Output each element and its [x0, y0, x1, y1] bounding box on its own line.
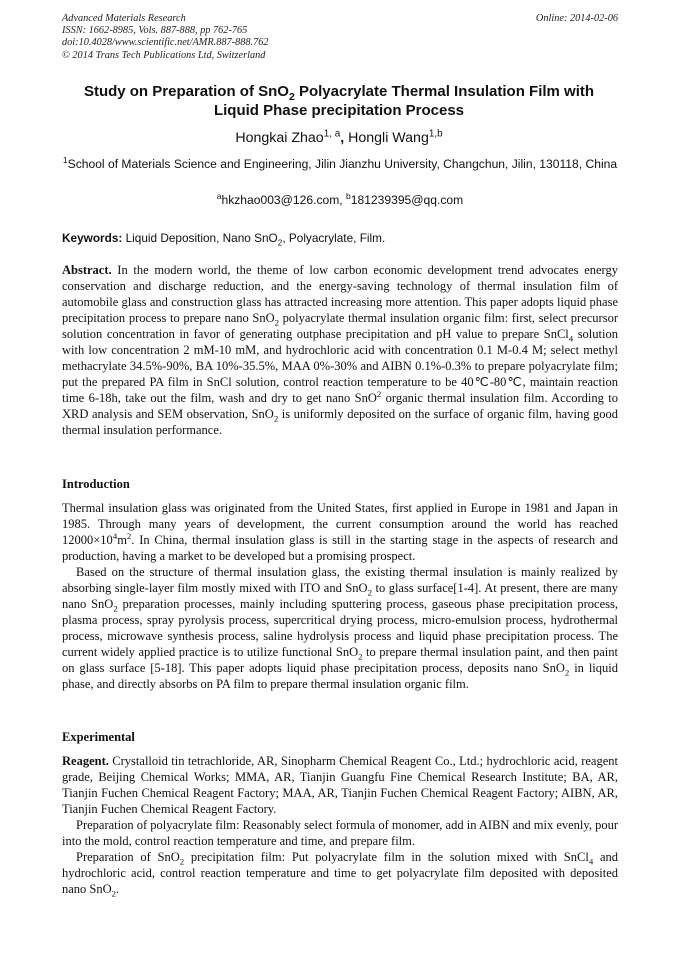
email-b-mark: b: [346, 190, 351, 201]
intro-p1-text-1: Thermal insulation glass was originated from the United States, first applied in Europe in 1981 and Japan in 1985. Through many years of development, the current consumption around the world has reached 12000×10: [62, 501, 618, 547]
author-list: [40, 130, 638, 147]
precipitation-paragraph: [62, 849, 618, 897]
author-separator: ,: [340, 130, 349, 146]
intro-p2-text-2: to glass surface[1-4]. At present, there are many nano SnO: [62, 581, 619, 611]
abstract-sub-4: 2: [273, 413, 279, 424]
affiliation-mark: 1: [62, 154, 68, 165]
intro-paragraph-1: [62, 500, 618, 564]
keywords-subscript: 2: [277, 238, 283, 248]
journal-name: Advanced Materials Research: [62, 13, 186, 24]
exp-p3-text-4: .: [116, 882, 120, 896]
title-text-2: Polyacrylate Thermal Insulation Film with: [294, 83, 595, 100]
intro-p1-sup-1: 4: [112, 530, 118, 541]
email-b: 181239395@qq.com: [350, 193, 464, 207]
exp-p3-text-2: precipitation film: Put polyacrylate film in the solution mixed with SnCl: [184, 850, 589, 864]
intro-p2-text-5: in liquid phase, and directly absorbs on PA film to prepare thermal insulation organic film.: [62, 661, 618, 691]
author-1-affil-mark: 1, a: [323, 128, 341, 140]
abstract-label: Abstract.: [62, 263, 112, 277]
intro-p1-text-3: . In China, thermal insulation glass is still in the starting stage in the aspects of research and production, having a market to be developed but a promising prospect.: [62, 533, 618, 563]
abstract: [62, 262, 618, 438]
title-text-1: Study on Preparation of SnO: [83, 83, 289, 100]
email-a-mark: a: [216, 190, 222, 201]
doi-line: doi:10.4028/www.scientific.net/AMR.887-888.762: [62, 37, 269, 49]
author-2-affil-mark: 1,b: [428, 128, 443, 140]
exp-p3-text-1: Preparation of SnO: [76, 850, 180, 864]
introduction-body: [62, 500, 618, 692]
affiliation: [62, 154, 618, 173]
copyright-line: © 2014 Trans Tech Publications Ltd, Switzerland: [62, 49, 266, 61]
intro-p1-text-2: m: [117, 533, 127, 547]
introduction-heading: Introduction: [62, 477, 130, 491]
journal-header: [62, 13, 618, 62]
film-prep-paragraph: Preparation of polyacrylate film: Reasonably select formula of monomer, add in AIBN and mix evenly, pour into the mold, control reaction temperature and time, and prepare film.: [62, 818, 618, 848]
title-subscript: 2: [288, 91, 295, 103]
abstract-text-1: In the modern world, the theme of low carbon economic development trend advocates energy conservation and discharge reduction, and the energy-saving technology of thermal insulation film of automobile glass and construction glass has attracted increasing more attention. This paper adopts liquid phase precipitation process to prepare nano SnO: [62, 263, 618, 325]
abstract-text-3: solution with low concentration 2 mM-10 mM, and hydrochloric acid with concentration 0.1 M-0.4 M; select methyl methacrylate 34.5%-90%, BA 10%-35.5%, MAA 0%-30% and AIBN 0.1%-0.3% to prepare polyacrylate film; put the prepared PA film in SnCl solution, control reaction temperature to be 40℃-80℃, maintain reaction time 6-18h, take out the film, wash and dry to get nano SnO: [62, 327, 618, 405]
intro-paragraph-2: [62, 564, 618, 692]
experimental-body: [62, 753, 618, 897]
keywords: [62, 231, 618, 246]
online-date: Online: 2014-02-06: [535, 13, 618, 24]
exp-p3-text-3: and hydrochloric acid, control reaction temperature and time to get polyacrylate film deposited with deposited nano SnO: [62, 850, 618, 896]
affiliation-text: School of Materials Science and Engineering, Jilin Jianzhu University, Changchun, Jilin, 130118, China: [67, 157, 618, 171]
abstract-sub-2: 4: [568, 333, 574, 344]
abstract-text-4: organic thermal insulation film. According to XRD analysis and SEM observation, SnO: [62, 391, 618, 421]
title-line-2: Liquid Phase precipitation Process: [213, 102, 465, 119]
abstract-text-2: polyacrylate thermal insulation organic film: first, select precursor solution concentration in favor of generating outphase precipitation and pH value to prepare SnCl: [62, 311, 618, 341]
keywords-text-2: , Polyacrylate, Film.: [282, 231, 386, 245]
reagent-label: Reagent.: [62, 754, 109, 768]
abstract-sub-1: 2: [274, 317, 280, 328]
intro-p2-text-1: Based on the structure of thermal insulation glass, the existing thermal insulation is mainly realized by absorbing single-layer film mostly mixed with ITO and SnO: [62, 565, 618, 595]
exp-p3-sub-2: 4: [588, 856, 594, 867]
intro-p1-sup-2: 2: [126, 530, 132, 541]
issn-line: ISSN: 1662-8985, Vols. 887-888, pp 762-765: [62, 25, 248, 37]
intro-p2-sub-4: 2: [564, 667, 570, 678]
intro-p2-sub-2: 2: [113, 603, 118, 614]
intro-p2-sub-3: 2: [358, 651, 363, 662]
paper-title: [40, 82, 638, 120]
keywords-label: Keywords:: [62, 231, 123, 245]
intro-p2-text-3: preparation processes, mainly including sputtering process, gaseous phase precipitation process, plasma process, spray pyrolysis process, supercritical drying process, micro-emulsion process, hydrothermal process, microwave synthesis process, saline hydrolysis process and liquid phase precipitation process. The current widely applied practice is to utilize functional SnO: [62, 597, 618, 659]
keywords-text-1: Liquid Deposition, Nano SnO: [122, 231, 278, 245]
intro-p2-text-4: to prepare thermal insulation paint, and then paint on glass surface [5-18]. This paper adopts liquid phase precipitation process, deposits nano SnO: [62, 645, 619, 675]
experimental-heading: Experimental: [62, 730, 135, 744]
email-a: hkzhao003@126.com,: [221, 193, 347, 207]
author-emails: [62, 190, 618, 208]
abstract-sup-3: 2: [376, 388, 382, 399]
exp-p3-sub-1: 2: [179, 856, 185, 867]
intro-p2-sub-1: 2: [367, 587, 372, 598]
reagent-paragraph: [62, 753, 618, 817]
reagent-text: Crystalloid tin tetrachloride, AR, Sinopharm Chemical Reagent Co., Ltd.; hydrochloric acid, reagent grade, Beijing Chemical Works; MMA, AR, Tianjin Guangfu Fine Chemical Research Institute; BA, AR, Tianjin Fuchen Chemical Reagent Factory; MAA, AR, Tianjin Fuchen Chemical Reagent Factory; AIBN, AR, Tianjin Fuchen Chemical Reagent Factory.: [62, 754, 618, 816]
author-2: Hongli Wang: [348, 130, 429, 146]
abstract-text-5: is uniformly deposited on the surface of organic film, having good thermal insulation performance.: [62, 407, 618, 437]
author-1: Hongkai Zhao: [235, 130, 324, 146]
exp-p3-sub-3: 2: [111, 888, 117, 899]
